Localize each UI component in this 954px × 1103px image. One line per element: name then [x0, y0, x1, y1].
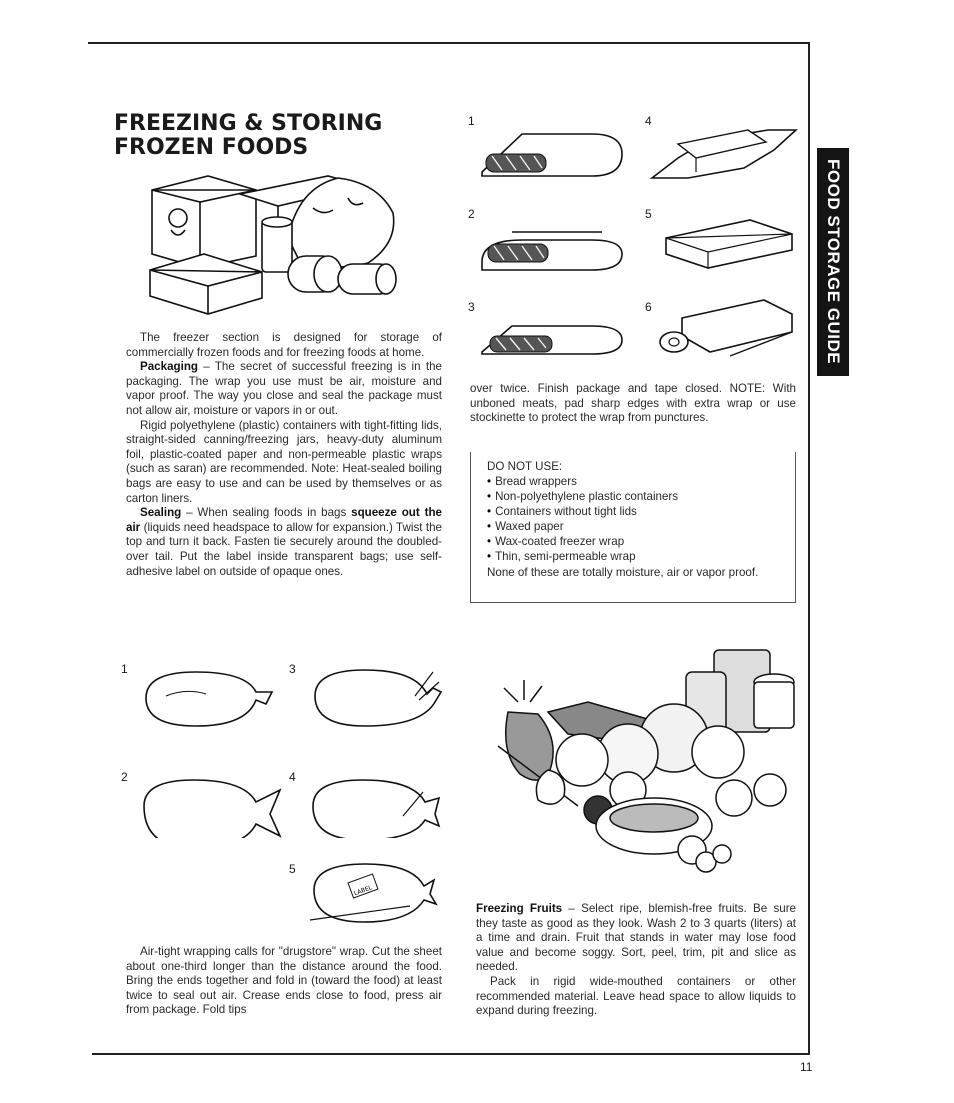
page-title: FREEZING & STORING FROZEN FOODS — [114, 111, 383, 160]
containers-paragraph: Rigid polyethylene (plastic) containers with tight-fitting lids, straight-sided canning/freezing jars, heavy-duty aluminum foil, plastic-coated paper and non-permeable plastic wraps (such as saran) are recommended. Note: Heat-sealed boiling bags are easy to use and can be used by themselves or as carton liners. — [126, 418, 442, 505]
label-sticker: LABEL — [353, 884, 374, 898]
do-not-use-footer: None of these are totally moisture, air or vapor proof. — [487, 566, 759, 579]
bag-step-label: 3 — [289, 662, 296, 676]
fruits-illustration — [478, 642, 798, 890]
drugstore-wrap-continued: over twice. Finish package and tape closed. NOTE: With unboned meats, pad sharp edges with extra wrap or use stockinette to protect the wrap from punctures. — [470, 382, 796, 425]
section-tab: FOOD STORAGE GUIDE — [817, 148, 849, 376]
wrap-step-label: 6 — [645, 300, 652, 314]
freezing-fruits-paragraph — [476, 902, 796, 1019]
sealing-heading: Sealing — [140, 506, 182, 520]
list-item: • Wax-coated freezer wrap — [487, 534, 678, 549]
list-item: • Non-polyethylene plastic containers — [487, 489, 678, 504]
top-rule — [88, 42, 810, 44]
wrap-step-3-illustration — [472, 310, 632, 360]
sealing-emphasis: squeeze out the air — [126, 506, 442, 534]
bag-step-3-illustration — [305, 666, 450, 728]
bag-step-5-illustration — [300, 860, 442, 924]
wrap-step-4-illustration — [648, 122, 798, 184]
bag-step-1-illustration — [136, 668, 278, 730]
wrap-step-6-illustration — [654, 292, 804, 364]
bag-step-2-illustration — [134, 776, 284, 838]
bag-step-label: 2 — [121, 770, 128, 784]
right-rule — [808, 42, 810, 1054]
freezing-fruits-heading: Freezing Fruits — [476, 902, 563, 915]
frozen-packages-illustration — [138, 168, 408, 328]
wrap-step-label: 2 — [468, 207, 475, 221]
list-item: • Thin, semi-permeable wrap — [487, 549, 678, 564]
bag-step-label: 4 — [289, 770, 296, 784]
packaging-heading: Packaging — [140, 360, 198, 374]
bag-step-label: 1 — [121, 662, 128, 676]
sealing-text: (liquids need headspace to allow for expansion.) Twist the top and turn it back. Fasten tie securely around the doubled-over tail. Put the label inside transparent bags; use self-adhesive label on outside of opaque ones. — [126, 520, 442, 578]
list-item: • Waxed paper — [487, 519, 678, 534]
freezing-fruits-text: – Select ripe, blemish-free fruits. Be sure they taste as good as they look. Wash 2 to 3 quarts (liters) at a time and drain. Fruit that stands in water may lose food value and become soggy. Sort, peel, trim, pit and slice as needed. — [476, 902, 796, 974]
list-item: • Bread wrappers — [487, 474, 678, 489]
wrap-step-label: 4 — [645, 114, 652, 128]
sealing-lead: – When sealing foods in bags — [181, 506, 352, 520]
do-not-use-list — [487, 474, 678, 564]
bottom-rule — [92, 1053, 810, 1055]
wrap-step-label: 5 — [645, 207, 652, 221]
wrap-step-5-illustration — [660, 212, 800, 272]
do-not-use-heading: DO NOT USE: — [487, 460, 563, 473]
drugstore-wrap-paragraph: Air-tight wrapping calls for "drugstore" wrap. Cut the sheet about one-third longer than the distance around the food. Bring the ends together and fold in (toward the food) at least twice to seal out air. Crease ends close to food, press air from package. Fold tips — [126, 945, 442, 1017]
wrap-step-2-illustration — [472, 218, 632, 274]
wrap-step-label: 3 — [468, 300, 475, 314]
wrap-step-1-illustration — [472, 126, 632, 184]
pack-paragraph: Pack in rigid wide-mouthed containers or other recommended material. Leave head space to allow liquids to expand during freezing. — [476, 974, 796, 1018]
bag-step-4-illustration — [303, 776, 443, 838]
list-item: • Containers without tight lids — [487, 504, 678, 519]
intro-paragraph: The freezer section is designed for storage of commercially frozen foods and for freezing foods at home. Packaging – The secret of successful freezing is in the packaging. The wrap you use must be air, moisture and vapor proof. The way you close and seal the package must not allow air, moisture or vapors in or out. Rigid polyethylene (plastic) containers with tight-fitting lids, straight-sided canning/freezing jars, heavy-duty aluminum foil, plastic-coated paper and non-permeable plastic wraps (such as saran) are recommended. Note: Heat-sealed boiling bags are easy to use and can be used by themselves or as carton liners. Sealing – When sealing foods in bags squeeze out the air (liquids need headspace to allow for expansion.) Twist the top and turn it back. Fasten tie securely around the doubled-over tail. Put the label inside transparent bags; use self-adhesive label on outside of opaque ones. — [126, 331, 442, 578]
bag-step-label: 5 — [289, 862, 296, 876]
wrap-step-label: 1 — [468, 114, 475, 128]
packaging-text: – The secret of successful freezing is in the packaging. The wrap you use must be air, moisture and vapor proof. The way you close and seal the package must not allow air, moisture or vapors in or out. — [126, 360, 442, 417]
page-number: 11 — [800, 1060, 813, 1074]
